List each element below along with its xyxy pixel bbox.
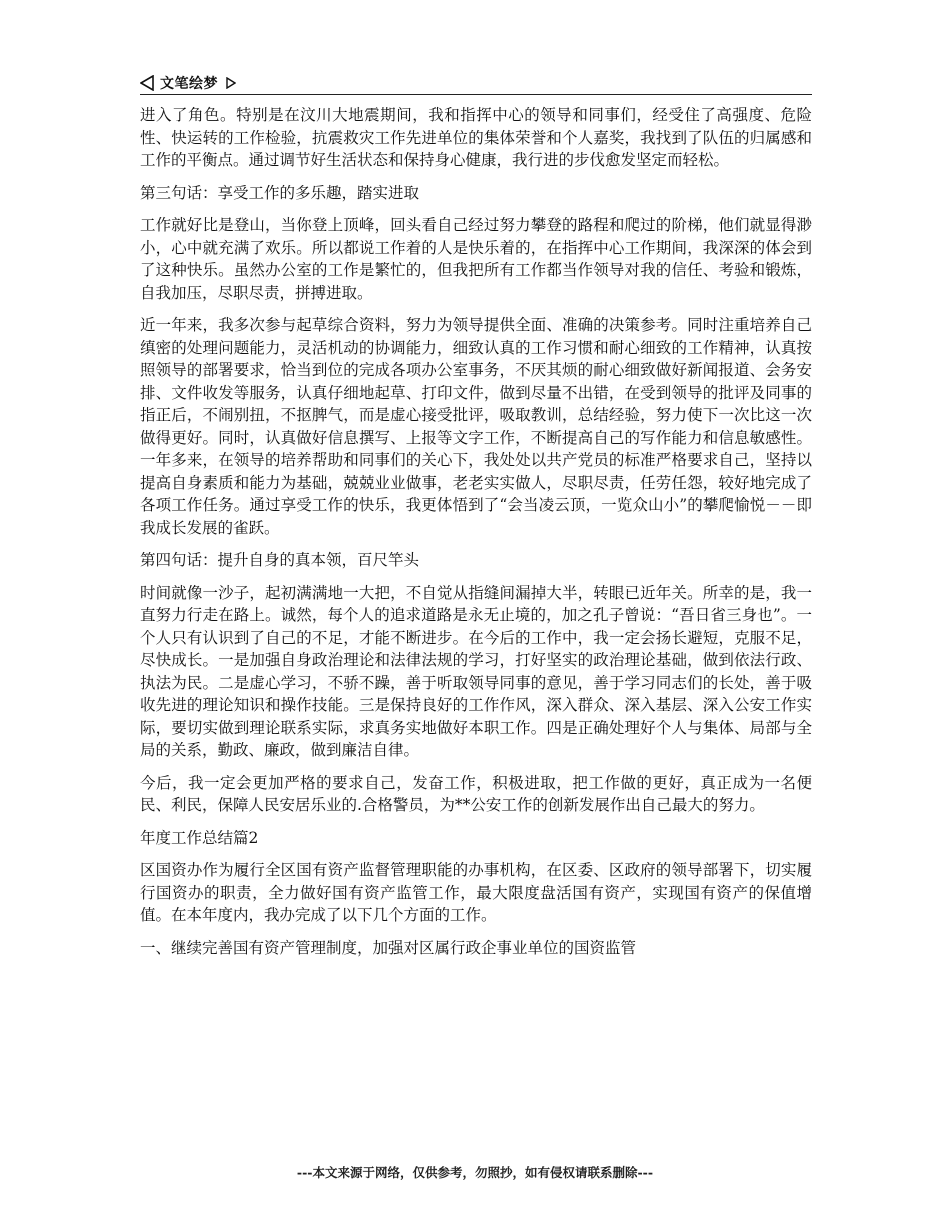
paragraph: 区国资办作为履行全区国有资产监督管理职能的办事机构，在区委、区政府的领导部署下，切实履行国资办的职责，全力做好国有资产监管工作，最大限度盘活国有资产，实现国有资产的保值增值。在本年度内，我办完成了以下几个方面的工作。 bbox=[140, 861, 812, 924]
triangle-right-icon bbox=[226, 77, 236, 89]
paragraph: 工作就好比是登山，当你登上顶峰，回头看自己经过努力攀登的路程和爬过的阶梯，他们就显得渺小，心中就充满了欢乐。所以都说工作着的人是快乐着的，在指挥中心工作期间，我深深的体会到了这种快乐。虽然办公室的工作是繁忙的，但我把所有工作都当作领导对我的信任、考验和锻炼，自我加压，尽职尽责，拼搏进取。 bbox=[140, 216, 812, 302]
page-header bbox=[140, 72, 812, 95]
paragraph: 时间就像一沙子，起初满满地一大把，不自觉从指缝间漏掉大半，转眼已近年关。所幸的是，我一直努力行走在路上。诚然，每个人的追求道路是永无止境的，加之孔子曾说：“吾日省三身也”。一个人只有认识到了自己的不足，才能不断进步。在今后的工作中，我一定会扬长避短，克服不足，尽快成长。一是加强自身政治理论和法律法规的学习，打好坚实的政治理论基础，做到依法行政、执法为民。二是虚心学习，不骄不躁，善于听取领导同事的意见，善于学习同志们的长处，善于吸收先进的理论知识和操作技能。三是保持良好的工作作风，深入群众、深入基层、深入公安工作实际，要切实做到理论联系实际，求真务实地做好本职工作。四是正确处理好个人与集体、局部与全局的关系，勤政、廉政，做到廉洁自律。 bbox=[140, 583, 812, 759]
paragraph: 近一年来，我多次参与起草综合资料，努力为领导提供全面、准确的决策参考。同时注重培养自己缜密的处理问题能力，灵活机动的协调能力，细致认真的工作习惯和耐心细致的工作精神，认真按照领导的部署要求，恰当到位的完成各项办公室事务，不厌其烦的耐心细致做好新闻报道、会务安排、文件收发等服务，认真仔细地起草、打印文件，做到尽量不出错，在受到领导的批评及同事的指正后，不闹别扭，不抠脾气，而是虚心接受批评，吸取教训，总结经验，努力使下一次比这一次做得更好。同时，认真做好信息撰写、上报等文字工作，不断提高自己的写作能力和信息敏感性。一年多来，在领导的培养帮助和同事们的关心下，我处处以共产党员的标准严格要求自己，坚持以提高自身素质和能力为基础，兢兢业业做事，老老实实做人，尽职尽责，任劳任怨，较好地完成了各项工作任务。通过享受工作的快乐，我更体悟到了“会当凌云顶，一览众山小”的攀爬愉悦－－即我成长发展的雀跃。 bbox=[140, 316, 812, 537]
paragraph: 进入了角色。特别是在汶川大地震期间，我和指挥中心的领导和同事们，经受住了高强度、危险性、快运转的工作检验，抗震救灾工作先进单位的集体荣誉和个人嘉奖，我找到了队伍的归属感和工作的平衡点。通过调节好生活状态和保持身心健康，我行进的步伐愈发坚定而轻松。 bbox=[140, 106, 812, 169]
page-footer: ---本文来源于网络，仅供参考，勿照抄，如有侵权请联系删除--- bbox=[296, 1165, 654, 1180]
document-body bbox=[140, 104, 812, 969]
brand-name: 文笔绘梦 bbox=[160, 76, 218, 92]
section-heading: 年度工作总结篇2 bbox=[140, 828, 259, 847]
section-heading: 一、继续完善国有资产管理制度，加强对区属行政企事业单位的国资监管 bbox=[140, 938, 637, 957]
paragraph: 今后，我一定会更加严格的要求自己，发奋工作，积极进取，把工作做的更好，真正成为一名便民、利民，保障人民安居乐业的.合格警员，为**公安工作的创新发展作出自己最大的努力。 bbox=[140, 773, 812, 814]
section-heading: 第四句话：提升自身的真本领，百尺竿头 bbox=[140, 551, 420, 569]
section-heading: 第三句话：享受工作的多乐趣，踏实进取 bbox=[140, 183, 420, 202]
triangle-left-icon bbox=[140, 75, 154, 91]
